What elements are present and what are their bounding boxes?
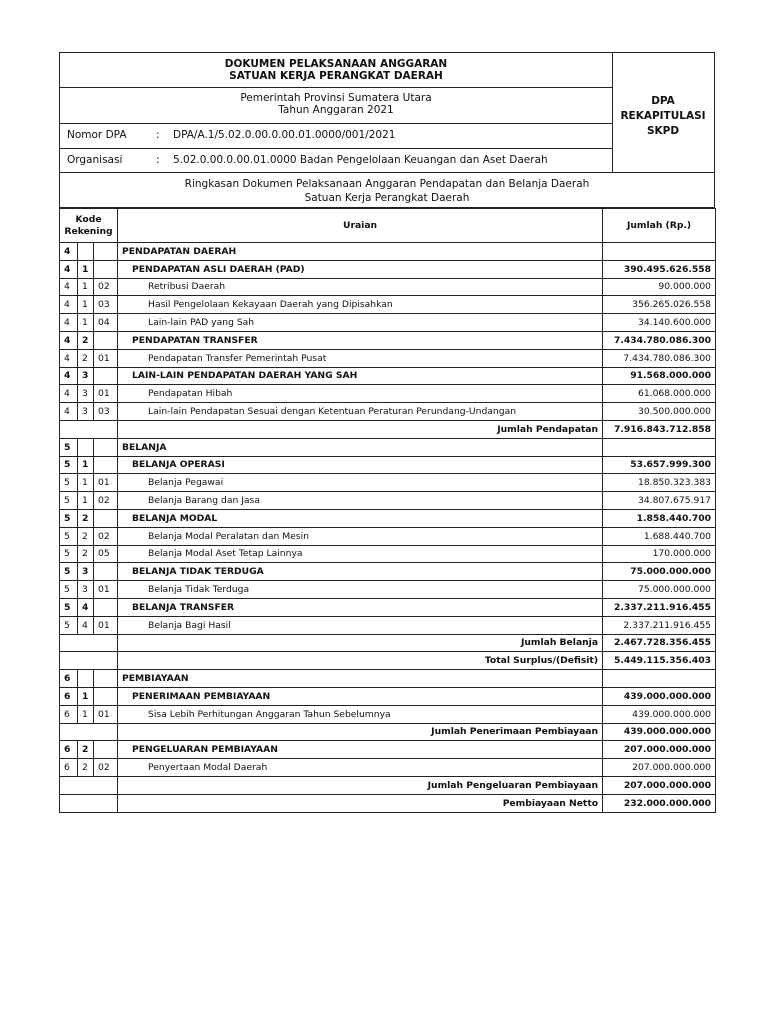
kode-k3 xyxy=(94,456,118,474)
table-row xyxy=(60,545,716,563)
table-row xyxy=(60,741,716,759)
kode-k3 xyxy=(94,243,118,261)
kode-k3 xyxy=(94,598,118,616)
jumlah-cell: 18.850.323.383 xyxy=(603,474,716,492)
kode-k2: 2 xyxy=(78,509,94,527)
jumlah-cell: 91.568.000.000 xyxy=(603,367,716,385)
title-block xyxy=(60,53,612,88)
uraian-cell: PEMBIAYAAN xyxy=(118,670,603,688)
kode-k1: 5 xyxy=(60,563,78,581)
total-label: Jumlah Pendapatan xyxy=(118,420,603,438)
kode-k1: 5 xyxy=(60,509,78,527)
total-amount: 207.000.000.000 xyxy=(603,776,716,794)
kode-k2: 3 xyxy=(78,385,94,403)
kode-k3: 01 xyxy=(94,705,118,723)
jumlah-cell: 34.140.600.000 xyxy=(603,314,716,332)
organisasi-colon: : xyxy=(156,154,160,166)
total-kode-cell xyxy=(60,776,118,794)
table-row xyxy=(60,314,716,332)
table-row xyxy=(60,456,716,474)
table-row xyxy=(60,598,716,616)
uraian-cell: PENDAPATAN ASLI DAERAH (PAD) xyxy=(118,260,603,278)
table-row xyxy=(60,474,716,492)
jumlah-cell xyxy=(603,243,716,261)
table-row xyxy=(60,687,716,705)
total-row xyxy=(60,634,716,652)
kode-k1: 6 xyxy=(60,741,78,759)
budget-table xyxy=(59,208,716,813)
total-label: Jumlah Belanja xyxy=(118,634,603,652)
kode-k2: 1 xyxy=(78,474,94,492)
kode-k2: 1 xyxy=(78,296,94,314)
jumlah-cell: 170.000.000 xyxy=(603,545,716,563)
table-row xyxy=(60,616,716,634)
table-row xyxy=(60,385,716,403)
uraian-cell: PENERIMAAN PEMBIAYAAN xyxy=(118,687,603,705)
header-jumlah: Jumlah (Rp.) xyxy=(603,209,716,243)
kode-k2: 1 xyxy=(78,456,94,474)
jumlah-cell xyxy=(603,438,716,456)
kode-k2: 4 xyxy=(78,598,94,616)
uraian-cell: PENGELUARAN PEMBIAYAAN xyxy=(118,741,603,759)
kode-k2: 4 xyxy=(78,616,94,634)
kode-k3: 01 xyxy=(94,385,118,403)
header-left xyxy=(60,53,613,172)
kode-k2: 1 xyxy=(78,278,94,296)
kode-k3: 03 xyxy=(94,296,118,314)
kode-k2: 3 xyxy=(78,403,94,421)
total-kode-cell xyxy=(60,652,118,670)
jumlah-cell: 356.265.026.558 xyxy=(603,296,716,314)
uraian-cell: Retribusi Daerah xyxy=(118,278,603,296)
total-amount: 2.467.728.356.455 xyxy=(603,634,716,652)
jumlah-cell: 1.858.440.700 xyxy=(603,509,716,527)
summary-line-1: Ringkasan Dokumen Pelaksanaan Anggaran Pendapatan dan Belanja Daerah xyxy=(184,178,590,190)
total-row xyxy=(60,794,716,812)
dpa-line-3: SKPD xyxy=(646,125,680,137)
table-row xyxy=(60,670,716,688)
kode-k1: 4 xyxy=(60,243,78,261)
jumlah-cell: 2.337.211.916.455 xyxy=(603,598,716,616)
uraian-cell: BELANJA OPERASI xyxy=(118,456,603,474)
total-row xyxy=(60,723,716,741)
kode-k2: 1 xyxy=(78,687,94,705)
uraian-cell: Sisa Lebih Perhitungan Anggaran Tahun Sebelumnya xyxy=(118,705,603,723)
uraian-cell: Pendapatan Transfer Pemerintah Pusat xyxy=(118,349,603,367)
kode-k1: 5 xyxy=(60,527,78,545)
total-label: Total Surplus/(Defisit) xyxy=(118,652,603,670)
uraian-cell: LAIN-LAIN PENDAPATAN DAERAH YANG SAH xyxy=(118,367,603,385)
jumlah-cell: 2.337.211.916.455 xyxy=(603,616,716,634)
dpa-line-2: REKAPITULASI xyxy=(620,110,706,122)
header-uraian: Uraian xyxy=(118,209,603,243)
kode-k1: 4 xyxy=(60,349,78,367)
table-row xyxy=(60,331,716,349)
uraian-cell: PENDAPATAN DAERAH xyxy=(118,243,603,261)
kode-k3: 01 xyxy=(94,616,118,634)
uraian-cell: BELANJA TRANSFER xyxy=(118,598,603,616)
kode-k3: 02 xyxy=(94,759,118,777)
total-kode-cell xyxy=(60,634,118,652)
table-row xyxy=(60,349,716,367)
table-row xyxy=(60,296,716,314)
uraian-cell: Belanja Modal Peralatan dan Mesin xyxy=(118,527,603,545)
jumlah-cell: 439.000.000.000 xyxy=(603,705,716,723)
jumlah-cell: 207.000.000.000 xyxy=(603,741,716,759)
kode-k2: 3 xyxy=(78,581,94,599)
table-row xyxy=(60,278,716,296)
table-row xyxy=(60,403,716,421)
total-row xyxy=(60,420,716,438)
kode-k1: 4 xyxy=(60,260,78,278)
uraian-cell: Belanja Tidak Terduga xyxy=(118,581,603,599)
government-name: Pemerintah Provinsi Sumatera Utara xyxy=(240,92,432,104)
table-header-row xyxy=(60,209,716,243)
jumlah-cell: 34.807.675.917 xyxy=(603,492,716,510)
uraian-cell: Belanja Modal Aset Tetap Lainnya xyxy=(118,545,603,563)
kode-k3 xyxy=(94,687,118,705)
total-label: Jumlah Pengeluaran Pembiayaan xyxy=(118,776,603,794)
kode-k3 xyxy=(94,367,118,385)
uraian-cell: Lain-lain PAD yang Sah xyxy=(118,314,603,332)
total-label: Jumlah Penerimaan Pembiayaan xyxy=(118,723,603,741)
kode-k3 xyxy=(94,509,118,527)
kode-k2 xyxy=(78,243,94,261)
table-body xyxy=(60,243,716,813)
total-row xyxy=(60,652,716,670)
kode-k3: 01 xyxy=(94,581,118,599)
organisasi-label: Organisasi xyxy=(67,154,123,166)
kode-k1: 4 xyxy=(60,403,78,421)
organisasi-row xyxy=(60,149,612,172)
kode-k3: 01 xyxy=(94,474,118,492)
government-block xyxy=(60,88,612,124)
jumlah-cell: 439.000.000.000 xyxy=(603,687,716,705)
uraian-cell: Belanja Pegawai xyxy=(118,474,603,492)
kode-k2: 2 xyxy=(78,349,94,367)
kode-k3 xyxy=(94,741,118,759)
dpa-type-label xyxy=(612,53,714,213)
kode-k1: 5 xyxy=(60,545,78,563)
uraian-cell: Belanja Barang dan Jasa xyxy=(118,492,603,510)
table-row xyxy=(60,367,716,385)
kode-k3: 02 xyxy=(94,492,118,510)
kode-k1: 5 xyxy=(60,474,78,492)
uraian-cell: Hasil Pengelolaan Kekayaan Daerah yang Dipisahkan xyxy=(118,296,603,314)
kode-k3 xyxy=(94,331,118,349)
kode-k1: 5 xyxy=(60,492,78,510)
total-kode-cell xyxy=(60,794,118,812)
kode-k2: 3 xyxy=(78,563,94,581)
jumlah-cell: 53.657.999.300 xyxy=(603,456,716,474)
document-header xyxy=(59,52,715,173)
uraian-cell: Belanja Bagi Hasil xyxy=(118,616,603,634)
title-line-1: DOKUMEN PELAKSANAAN ANGGARAN xyxy=(224,58,448,70)
kode-k3 xyxy=(94,563,118,581)
table-row xyxy=(60,705,716,723)
header-rekening: Rekening xyxy=(64,225,113,237)
jumlah-cell: 7.434.780.086.300 xyxy=(603,349,716,367)
uraian-cell: BELANJA TIDAK TERDUGA xyxy=(118,563,603,581)
kode-k1: 6 xyxy=(60,670,78,688)
kode-k1: 5 xyxy=(60,598,78,616)
kode-k3: 04 xyxy=(94,314,118,332)
jumlah-cell: 90.000.000 xyxy=(603,278,716,296)
table-row xyxy=(60,527,716,545)
kode-k1: 5 xyxy=(60,581,78,599)
kode-k2: 1 xyxy=(78,260,94,278)
kode-k2: 1 xyxy=(78,705,94,723)
kode-k3: 03 xyxy=(94,403,118,421)
kode-k1: 5 xyxy=(60,438,78,456)
total-kode-cell xyxy=(60,420,118,438)
kode-k3 xyxy=(94,670,118,688)
kode-k2: 2 xyxy=(78,741,94,759)
header-kode-rekening xyxy=(60,209,118,243)
kode-k1: 4 xyxy=(60,367,78,385)
uraian-cell: Lain-lain Pendapatan Sesuai dengan Ketentuan Peraturan Perundang-Undangan xyxy=(118,403,603,421)
uraian-cell: Pendapatan Hibah xyxy=(118,385,603,403)
kode-k1: 4 xyxy=(60,314,78,332)
kode-k2: 2 xyxy=(78,545,94,563)
jumlah-cell xyxy=(603,670,716,688)
total-amount: 232.000.000.000 xyxy=(603,794,716,812)
jumlah-cell: 30.500.000.000 xyxy=(603,403,716,421)
nomor-dpa-label: Nomor DPA xyxy=(67,129,127,141)
uraian-cell: Penyertaan Modal Daerah xyxy=(118,759,603,777)
jumlah-cell: 390.495.626.558 xyxy=(603,260,716,278)
kode-k2: 3 xyxy=(78,367,94,385)
kode-k3: 01 xyxy=(94,349,118,367)
uraian-cell: BELANJA xyxy=(118,438,603,456)
kode-k3 xyxy=(94,438,118,456)
total-amount: 5.449.115.356.403 xyxy=(603,652,716,670)
total-amount: 439.000.000.000 xyxy=(603,723,716,741)
kode-k1: 4 xyxy=(60,278,78,296)
table-row xyxy=(60,243,716,261)
kode-k3 xyxy=(94,260,118,278)
kode-k1: 6 xyxy=(60,705,78,723)
total-row xyxy=(60,776,716,794)
table-row xyxy=(60,563,716,581)
title-line-2: SATUAN KERJA PERANGKAT DAERAH xyxy=(229,70,443,82)
total-kode-cell xyxy=(60,723,118,741)
table-row xyxy=(60,759,716,777)
table-row xyxy=(60,509,716,527)
kode-k2: 2 xyxy=(78,527,94,545)
table-row xyxy=(60,260,716,278)
summary-line-2: Satuan Kerja Perangkat Daerah xyxy=(304,192,470,204)
kode-k2: 1 xyxy=(78,492,94,510)
jumlah-cell: 207.000.000.000 xyxy=(603,759,716,777)
nomor-dpa-row xyxy=(60,124,612,149)
uraian-cell: PENDAPATAN TRANSFER xyxy=(118,331,603,349)
jumlah-cell: 1.688.440.700 xyxy=(603,527,716,545)
total-amount: 7.916.843.712.858 xyxy=(603,420,716,438)
organisasi-value: 5.02.0.00.0.00.01.0000 Badan Pengelolaan Keuangan dan Aset Daerah xyxy=(173,154,548,166)
jumlah-cell: 61.068.000.000 xyxy=(603,385,716,403)
jumlah-cell: 7.434.780.086.300 xyxy=(603,331,716,349)
kode-k2: 2 xyxy=(78,331,94,349)
table-row xyxy=(60,581,716,599)
total-label: Pembiayaan Netto xyxy=(118,794,603,812)
jumlah-cell: 75.000.000.000 xyxy=(603,581,716,599)
kode-k1: 4 xyxy=(60,331,78,349)
kode-k1: 6 xyxy=(60,759,78,777)
kode-k1: 4 xyxy=(60,385,78,403)
kode-k2: 1 xyxy=(78,314,94,332)
kode-k2 xyxy=(78,438,94,456)
budget-year: Tahun Anggaran 2021 xyxy=(278,104,394,116)
kode-k3: 02 xyxy=(94,278,118,296)
dpa-line-1: DPA xyxy=(651,95,675,107)
nomor-dpa-colon: : xyxy=(156,129,160,141)
dpa-document xyxy=(59,52,715,813)
kode-k1: 5 xyxy=(60,616,78,634)
kode-k1: 4 xyxy=(60,296,78,314)
kode-k2: 2 xyxy=(78,759,94,777)
table-row xyxy=(60,438,716,456)
kode-k2 xyxy=(78,670,94,688)
uraian-cell: BELANJA MODAL xyxy=(118,509,603,527)
jumlah-cell: 75.000.000.000 xyxy=(603,563,716,581)
kode-k3: 05 xyxy=(94,545,118,563)
header-kode: Kode xyxy=(75,213,102,225)
nomor-dpa-value: DPA/A.1/5.02.0.00.0.00.01.0000/001/2021 xyxy=(173,129,396,141)
kode-k1: 5 xyxy=(60,456,78,474)
kode-k3: 02 xyxy=(94,527,118,545)
kode-k1: 6 xyxy=(60,687,78,705)
table-row xyxy=(60,492,716,510)
